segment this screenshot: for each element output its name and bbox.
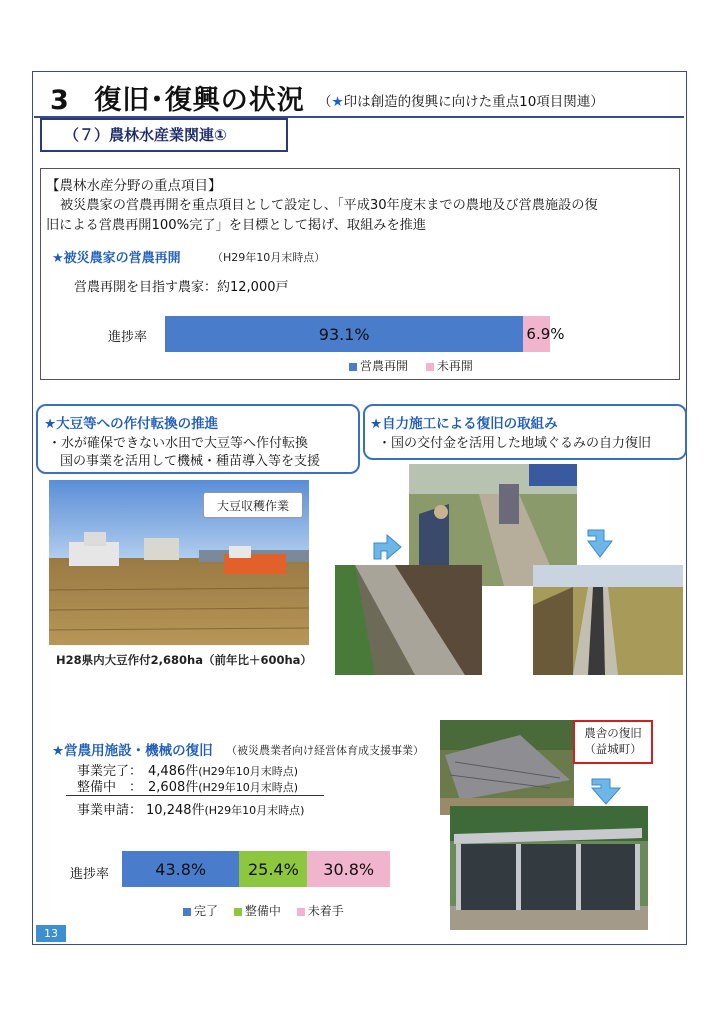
facility-progress-bar	[122, 851, 390, 887]
legend-square-icon	[297, 908, 305, 916]
soy-caption: H28県内大豆作付2,680ha（前年比＋600ha）	[56, 653, 312, 667]
facility-prog-note: (H29年10月末時点)	[198, 781, 299, 794]
self-work-photo-right	[533, 565, 683, 675]
legend-resumed: 営農再開	[360, 359, 409, 373]
resume-segment-resumed: 93.1%	[165, 316, 523, 352]
legend-not-started: 未着手	[307, 904, 344, 918]
resume-progress-bar	[165, 316, 565, 352]
priority-heading: 【農林水産分野の重点項目】	[46, 178, 222, 194]
facility-prog-label: 整備中 ：	[77, 780, 143, 795]
facility-prog-value: 2,608件	[148, 780, 199, 795]
self-line1: ・国の交付金を活用した地域ぐるみの自力復旧	[378, 436, 652, 451]
soy-photo-label: 大豆収穫作業	[203, 492, 303, 518]
facility-done-label: 事業完了：	[77, 764, 143, 779]
soy-line2: 国の事業を活用して機械・種苗導入等を支援	[60, 454, 321, 469]
star-icon: ★	[331, 94, 344, 110]
section-label: （７）農林水産業関連①	[64, 126, 227, 144]
legend-square-icon	[183, 908, 191, 916]
legend-square-icon	[426, 363, 434, 371]
arrow-down-icon	[590, 776, 626, 806]
title-text: 復旧･復興の状況	[94, 85, 305, 116]
facility-apply-value: 10,248件	[146, 803, 205, 818]
facility-legend	[183, 902, 344, 919]
facility-apply-note: (H29年10月末時点)	[204, 804, 305, 817]
soy-line1: ・水が確保できない水田で大豆等へ作付転換	[48, 436, 309, 451]
facility-segment-in-progress: 25.4%	[239, 851, 307, 887]
facility-heading: ★営農用施設・機械の復旧	[52, 743, 213, 759]
resume-progress-label: 進捗率	[108, 330, 148, 345]
priority-line2: 旧による営農再開100%完了」を目標として掲げ、取組みを推進	[46, 218, 427, 233]
legend-square-icon	[234, 908, 242, 916]
facility-done-value: 4,486件	[148, 764, 199, 779]
section-number: 3	[50, 85, 70, 116]
resume-heading: ★被災農家の営農再開	[52, 251, 181, 266]
facility-segment-done: 43.8%	[122, 851, 239, 887]
facility-apply-label: 事業申請：	[77, 803, 143, 818]
self-heading: ★自力施工による復旧の取組み	[370, 416, 558, 432]
page-number: 13	[36, 925, 66, 942]
arrow-right-icon	[371, 527, 403, 561]
legend-not-resumed: 未再開	[436, 359, 473, 373]
barn-rebuilt-photo	[450, 806, 648, 930]
resume-note: （H29年10月末時点）	[212, 251, 326, 264]
legend-done: 完了	[194, 904, 219, 918]
resume-legend	[349, 357, 473, 374]
soy-heading: ★大豆等への作付転換の推進	[44, 416, 219, 432]
page-title	[50, 78, 305, 117]
facility-heading-note: （被災農業者向け経営体育成支援事業）	[226, 744, 424, 757]
facility-done-note: (H29年10月末時点)	[198, 765, 299, 778]
legend-square-icon	[349, 363, 357, 371]
resume-segment-not: 6.9%	[523, 316, 550, 352]
self-work-photo-left	[335, 565, 482, 675]
facility-segment-not-started: 30.8%	[307, 851, 390, 887]
arrow-down-icon	[586, 527, 620, 559]
facility-prog-row	[77, 776, 298, 795]
facility-apply-row	[77, 799, 304, 818]
barn-label-box	[573, 720, 653, 764]
legend-in-progress: 整備中	[244, 904, 281, 918]
facility-divider	[66, 795, 324, 796]
barn-damaged-photo	[440, 720, 574, 815]
priority-line1: 被災農家の営農再開を重点項目として設定し、「平成30年度末までの農地及び営農施設の復	[60, 198, 598, 213]
facility-progress-label: 進捗率	[70, 867, 110, 882]
resume-target: 営農再開を目指す農家：約12,000戸	[74, 280, 289, 295]
title-subtitle: （★印は創造的復興に向けた重点10項目関連）	[318, 94, 604, 110]
barn-label-line1: 農舎の復旧	[584, 726, 642, 740]
barn-label-line2: （益城町）	[584, 742, 642, 756]
